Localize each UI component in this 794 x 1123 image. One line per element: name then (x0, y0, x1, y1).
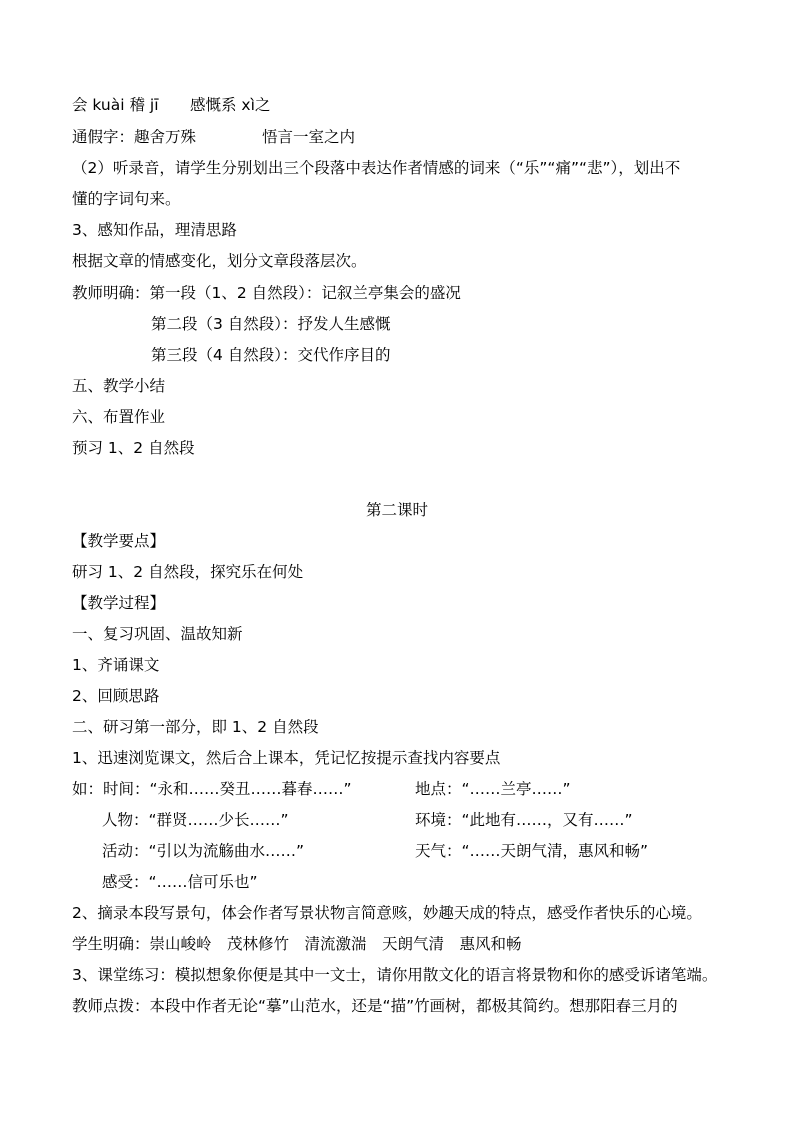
pronunciation-line (72, 95, 271, 115)
tongjiazi-line (72, 127, 356, 147)
homework-line: 预习 1、2 自然段 (72, 439, 195, 457)
tongjiazi-1: 通假字：趣舍万殊 (72, 128, 197, 146)
step-1-item-1: 1、齐诵课文 (72, 656, 160, 674)
section-3-heading: 3、感知作品，理清思路 (72, 221, 237, 239)
teaching-points-heading: 【教学要点】 (72, 532, 166, 550)
paragraph-divide: 根据文章的情感变化，划分文章段落层次。 (72, 252, 367, 270)
tongjiazi-2: 悟言一室之内 (262, 128, 356, 146)
paragraph-listen: （2）听录音，请学生分别划出三个段落中表达作者情感的词来（“乐”“痛”“悲”），划出不 (72, 159, 681, 177)
prompt-environment: 环境：“此地有……，又有……” (415, 811, 633, 829)
step-2-heading: 二、研习第一部分，即 1、2 自然段 (72, 718, 319, 736)
teaching-points-line: 研习 1、2 自然段，探究乐在何处 (72, 563, 304, 581)
prompt-place: 地点：“……兰亭……” (415, 780, 571, 798)
section-5-heading: 五、教学小结 (72, 377, 166, 395)
prompt-people: 人物：“群贤……少长……” (102, 811, 289, 829)
prompt-feeling: 感受：“……信可乐也” (102, 873, 258, 891)
section-6-heading: 六、布置作业 (72, 408, 166, 426)
pronunciation-xi: 感慨系 xì之 (190, 96, 271, 114)
teacher-clarify-3: 第三段（4 自然段）：交代作序目的 (151, 346, 391, 364)
prompt-activity: 活动：“引以为流觞曲水……” (102, 842, 305, 860)
teacher-clarify-2: 第二段（3 自然段）：抒发人生感慨 (151, 315, 391, 333)
prompt-time: 如：时间：“永和……癸丑……暮春……” (72, 780, 352, 798)
step-2-item-3: 3、课堂练习：模拟想象你便是其中一文士，请你用散文化的语言将景物和你的感受诉诸笔端。 (72, 966, 718, 984)
step-2-item-1: 1、迅速浏览课文，然后合上课本，凭记忆按提示查找内容要点 (72, 749, 501, 767)
teacher-guidance: 教师点拨：本段中作者无论“摹”山范水，还是“描”竹画树，都极其简约。想那阳春三月的 (72, 997, 678, 1015)
prompt-row-3 (102, 841, 649, 861)
prompt-row-1 (72, 779, 571, 799)
lesson-2-title: 第二课时 (365, 501, 428, 519)
step-1-heading: 一、复习巩固、温故知新 (72, 625, 243, 643)
paragraph-listen-cont: 懂的字词句来。 (72, 190, 181, 208)
student-clarify: 学生明确：崇山峻岭 茂林修竹 清流激湍 天朗气清 惠风和畅 (72, 935, 522, 953)
teacher-clarify-1: 教师明确：第一段（1、2 自然段）：记叙兰亭集会的盛况 (72, 284, 461, 302)
prompt-weather: 天气：“……天朗气清，惠风和畅” (415, 842, 649, 860)
prompt-row-2 (102, 810, 633, 830)
pronunciation-kuaiji: 会 kuài 稽 jī (72, 96, 159, 114)
teaching-process-heading: 【教学过程】 (72, 594, 166, 612)
step-1-item-2: 2、回顾思路 (72, 687, 160, 705)
step-2-item-2: 2、摘录本段写景句，体会作者写景状物言简意赅，妙趣天成的特点，感受作者快乐的心境。 (72, 904, 702, 922)
